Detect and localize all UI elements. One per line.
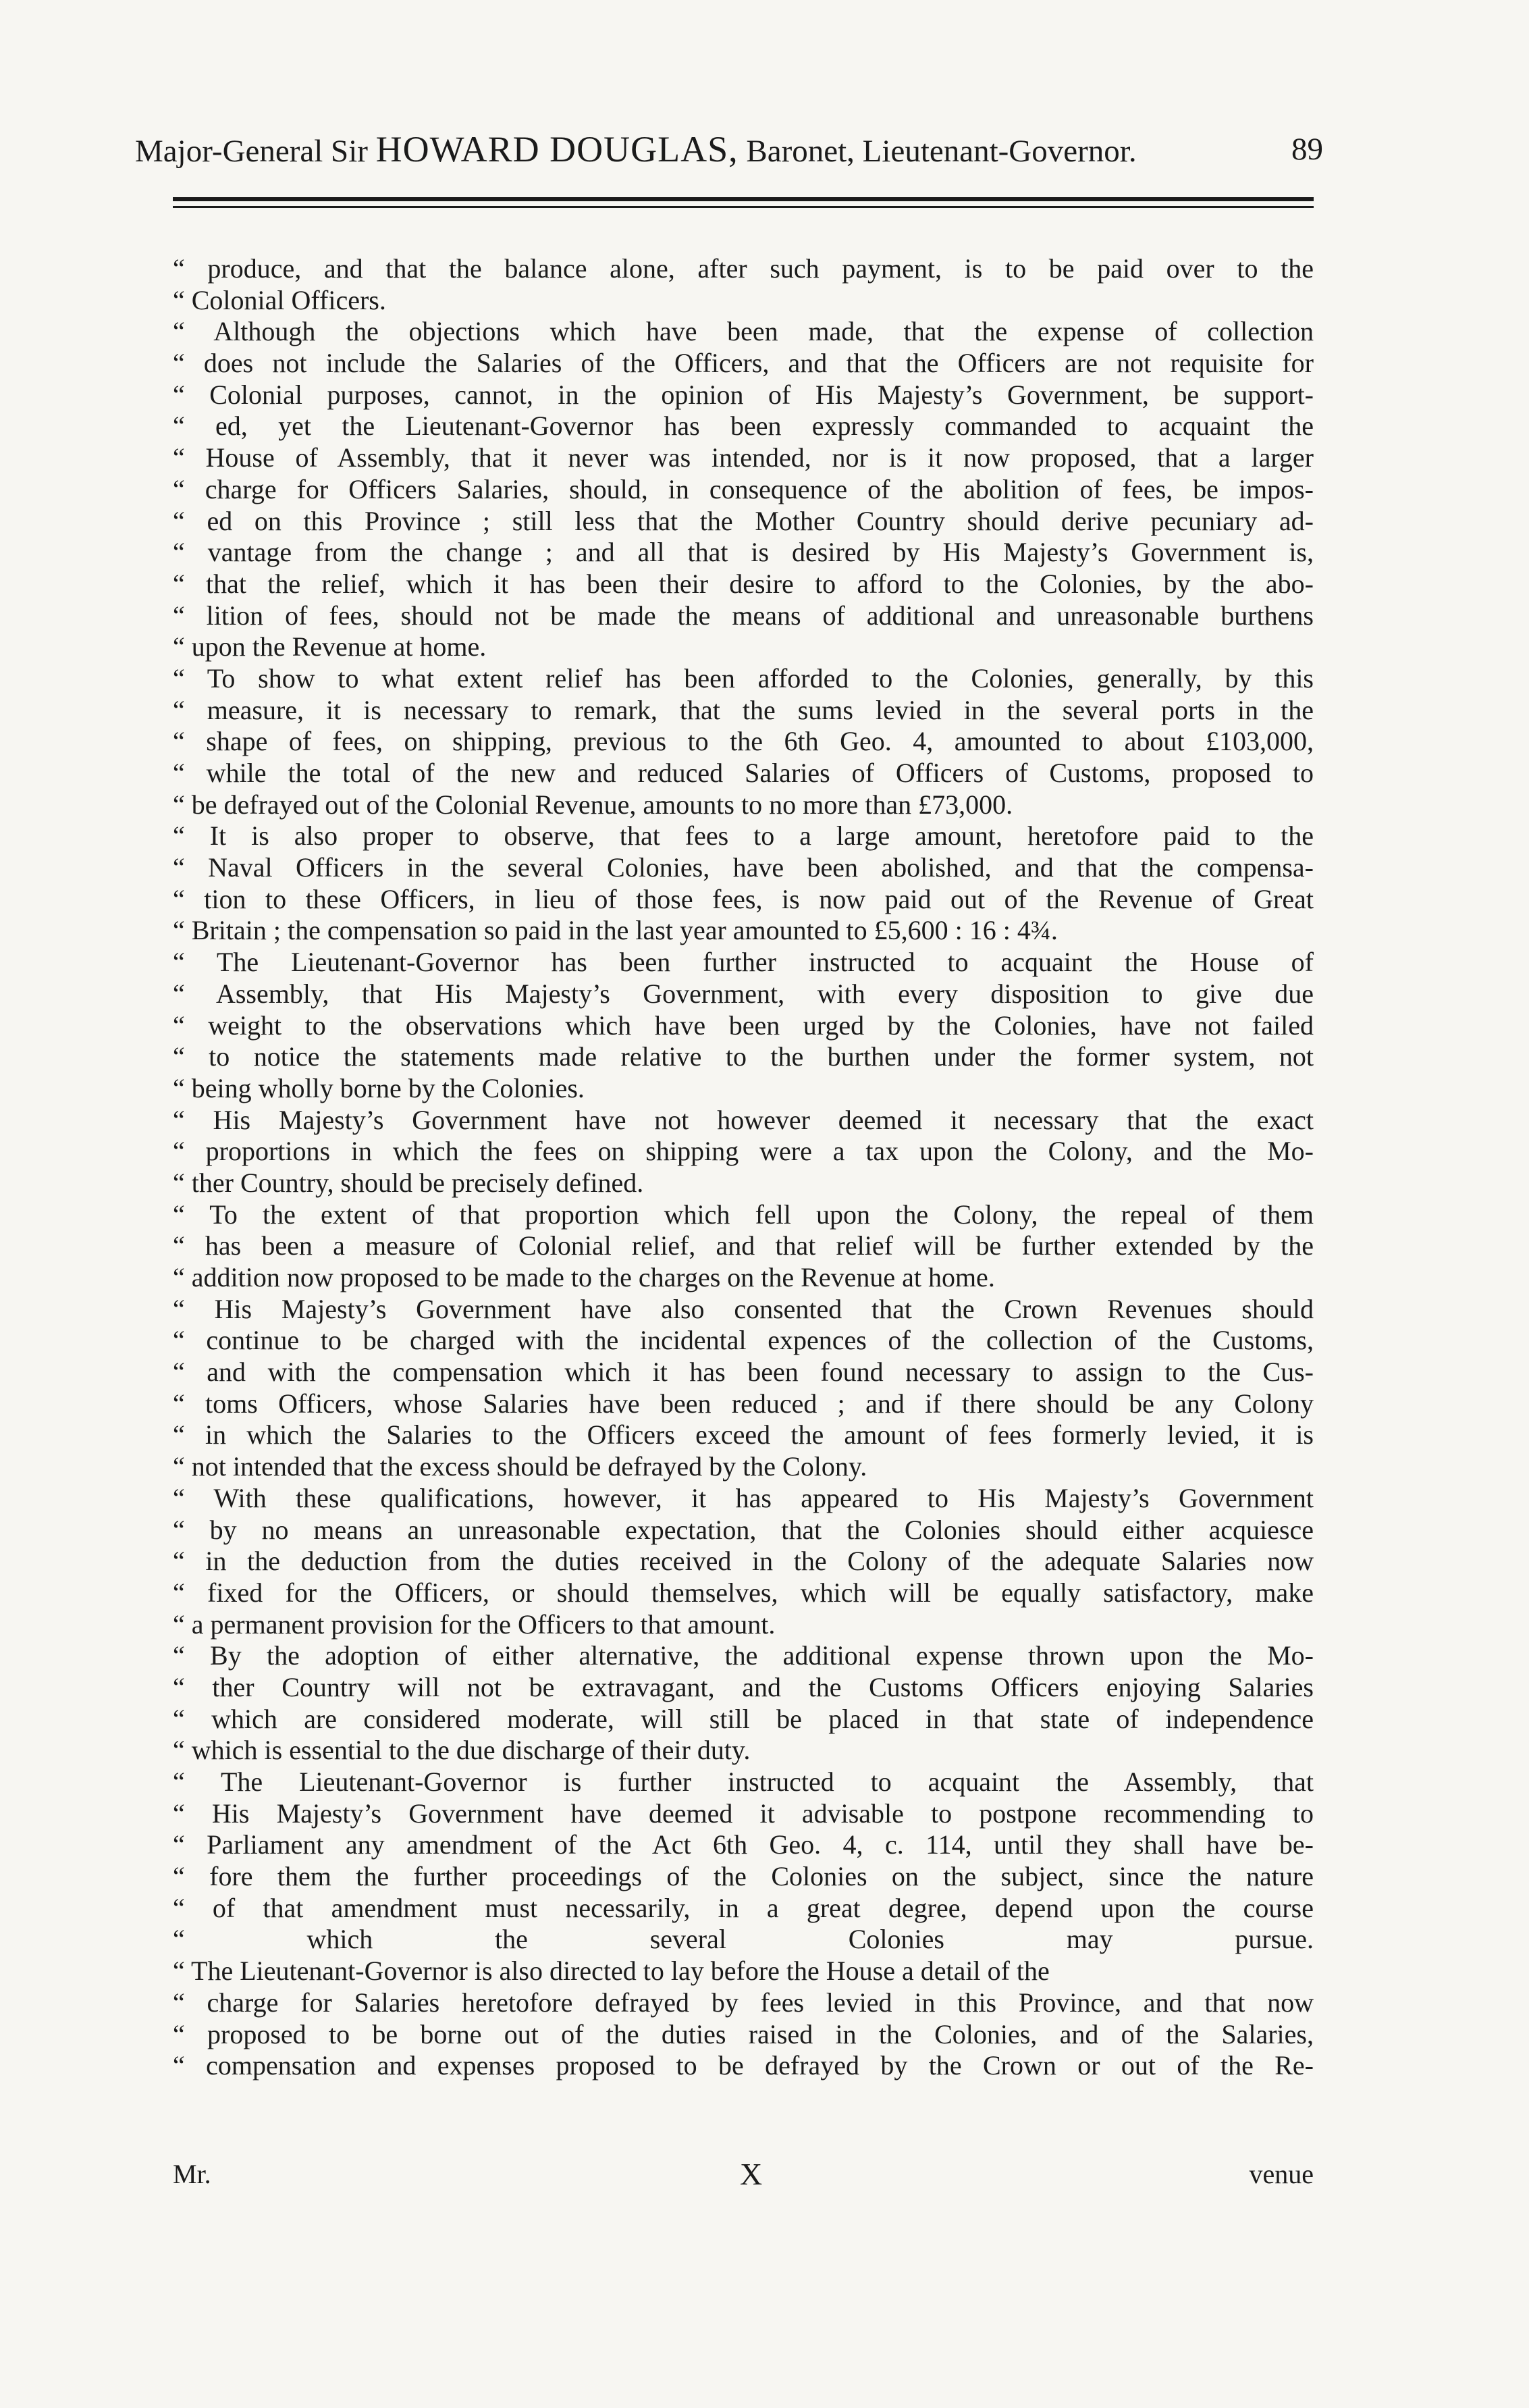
- text-line: “ which the several Colonies may pursue.: [173, 1924, 1314, 1955]
- text-line: “ of that amendment must necessarily, in a great degree, depend upon the course: [173, 1892, 1314, 1923]
- text-line: “ Although the objections which have been made, that the expense of collection: [173, 316, 1314, 347]
- text-line: “ The Lieutenant-Governor is also directed to lay before the House a detail of the: [173, 1956, 1050, 1987]
- text-line: “ while the total of the new and reduced Salaries of Officers of Customs, proposed to: [173, 758, 1314, 788]
- signature-letter: X: [740, 2157, 763, 2191]
- text-line: “ The Lieutenant-Governor is further instructed to acquaint the Assembly, that: [173, 1766, 1314, 1797]
- text-line: “ vantage from the change ; and all that is desired by His Majesty’s Government is,: [173, 537, 1314, 568]
- text-line: “ ed on this Province ; still less that the Mother Country should derive pecuniary ad-: [173, 505, 1314, 536]
- text-line: “ and with the compensation which it has been found necessary to assign to the Cus-: [173, 1357, 1314, 1388]
- text-line: “ in which the Salaries to the Officers exceed the amount of fees formerly levied, it is: [173, 1419, 1314, 1450]
- text-line: “ Colonial Officers.: [173, 284, 386, 315]
- signature-mark: Mr.: [173, 2159, 211, 2189]
- header-rule-thick: [173, 197, 1314, 201]
- text-line: “ does not include the Salaries of the Officers, and that the Officers are not requisite for: [173, 348, 1314, 379]
- text-line: “ shape of fees, on shipping, previous to the 6th Geo. 4, amounted to about £103,000,: [173, 726, 1314, 757]
- text-line: “ not intended that the excess should be defrayed by the Colony.: [173, 1451, 867, 1482]
- text-line: “ toms Officers, whose Salaries have been reduced ; and if there should be any Colony: [173, 1388, 1314, 1419]
- text-line: “ a permanent provision for the Officers to that amount.: [173, 1608, 776, 1640]
- text-line: “ To show to what extent relief has been afforded to the Colonies, generally, by this: [173, 662, 1314, 693]
- text-line: “ being wholly borne by the Colonies.: [173, 1072, 585, 1103]
- text-line: “ Naval Officers in the several Colonies, have been abolished, and that the compensa-: [173, 852, 1314, 883]
- text-line: “ ther Country, should be precisely defined.: [173, 1167, 644, 1198]
- page-footer: [173, 2157, 1314, 2191]
- text-line: “ charge for Officers Salaries, should, in consequence of the abolition of fees, be impos-: [173, 473, 1314, 504]
- text-line: “ be defrayed out of the Colonial Revenue, amounts to no more than £73,000.: [173, 789, 1013, 820]
- text-line: “ To the extent of that proportion which fell upon the Colony, the repeal of them: [173, 1199, 1314, 1230]
- text-line: “ It is also proper to observe, that fees to a large amount, heretofore paid to the: [173, 820, 1314, 852]
- header-title-name: HOWARD DOUGLAS,: [375, 129, 739, 169]
- text-line: “ which are considered moderate, will still be placed in that state of independence: [173, 1703, 1314, 1734]
- header-title-prefix: Major-General Sir: [135, 134, 368, 169]
- text-line: “ Parliament any amendment of the Act 6th Geo. 4, c. 114, until they shall have be-: [173, 1829, 1314, 1860]
- text-line: “ which is essential to the due discharge of their duty.: [173, 1735, 751, 1766]
- text-line: “ fore them the further proceedings of the Colonies on the subject, since the nature: [173, 1861, 1314, 1892]
- header-title-suffix: Baronet, Lieutenant-Governor.: [746, 134, 1137, 169]
- text-line: “ His Majesty’s Government have also consented that the Crown Revenues should: [173, 1293, 1314, 1324]
- text-line: “ ther Country will not be extravagant, and the Customs Officers enjoying Salaries: [173, 1671, 1314, 1702]
- text-line: “ proportions in which the fees on shipping were a tax upon the Colony, and the Mo-: [173, 1136, 1314, 1167]
- text-line: “ has been a measure of Colonial relief, and that relief will be further extended by the: [173, 1230, 1314, 1261]
- text-line: “ Assembly, that His Majesty’s Government, with every disposition to give due: [173, 978, 1314, 1009]
- text-line: “ ed, yet the Lieutenant-Governor has been expressly commanded to acquaint the: [173, 411, 1314, 442]
- text-line: “ in the deduction from the duties received in the Colony of the adequate Salaries now: [173, 1546, 1314, 1577]
- text-line: “ addition now proposed to be made to the charges on the Revenue at home.: [173, 1262, 995, 1292]
- running-header: [135, 126, 1323, 173]
- text-line: “ measure, it is necessary to remark, that the sums levied in the several ports in the: [173, 694, 1314, 725]
- text-line: “ tion to these Officers, in lieu of those fees, is now paid out of the Revenue of Great: [173, 883, 1314, 914]
- text-line: “ fixed for the Officers, or should themselves, which will be equally satisfactory, make: [173, 1577, 1314, 1608]
- catchword: venue: [1249, 2159, 1314, 2189]
- text-line: “ The Lieutenant-Governor has been further instructed to acquaint the House of: [173, 947, 1314, 978]
- header-rule-thin: [173, 206, 1314, 208]
- text-line: “ House of Assembly, that it never was intended, nor is it now proposed, that a larger: [173, 442, 1314, 473]
- text-line: “ Colonial purposes, cannot, in the opinion of His Majesty’s Government, be support-: [173, 379, 1314, 410]
- text-line: “ lition of fees, should not be made the means of additional and unreasonable burthens: [173, 600, 1314, 631]
- text-line: “ compensation and expenses proposed to be defrayed by the Crown or out of the Re-: [173, 2050, 1314, 2081]
- text-line: “ charge for Salaries heretofore defrayed by fees levied in this Province, and that now: [173, 1987, 1314, 2018]
- text-line: “ His Majesty’s Government have not however deemed it necessary that the exact: [173, 1104, 1314, 1135]
- text-line: “ With these qualifications, however, it has appeared to His Majesty’s Government: [173, 1482, 1314, 1513]
- page-body: [173, 253, 1314, 2082]
- text-line: “ upon the Revenue at home.: [173, 631, 487, 662]
- page-number: 89: [1291, 132, 1323, 167]
- text-line: “ continue to be charged with the incidental expences of the collection of the Customs,: [173, 1325, 1314, 1356]
- text-line: “ that the relief, which it has been their desire to afford to the Colonies, by the abo-: [173, 568, 1314, 599]
- text-line: “ proposed to be borne out of the duties raised in the Colonies, and of the Salaries,: [173, 2018, 1314, 2049]
- text-line: “ By the adoption of either alternative, the additional expense thrown upon the Mo-: [173, 1640, 1314, 1671]
- text-line: “ weight to the observations which have been urged by the Colonies, have not failed: [173, 1010, 1314, 1041]
- text-line: “ produce, and that the balance alone, after such payment, is to be paid over to the: [173, 253, 1314, 284]
- text-line: “ to notice the statements made relative to the burthen under the former system, not: [173, 1041, 1314, 1072]
- text-line: “ His Majesty’s Government have deemed it advisable to postpone recommending to: [173, 1798, 1314, 1829]
- text-line: “ by no means an unreasonable expectation, that the Colonies should either acquiesce: [173, 1514, 1314, 1545]
- text-line: “ Britain ; the compensation so paid in the last year amounted to £5,600 : 16 : 4¾.: [173, 915, 1058, 946]
